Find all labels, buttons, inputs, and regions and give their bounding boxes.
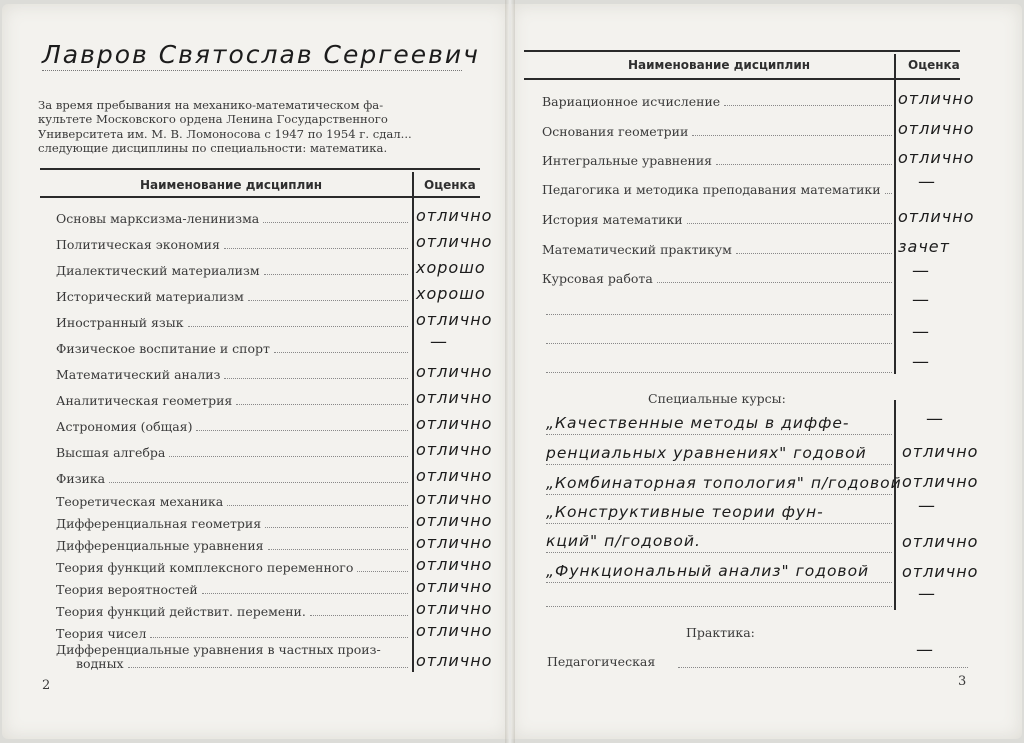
table-row (56, 626, 408, 641)
subject-label: Иностранный язык (56, 315, 184, 330)
leader-dots (357, 571, 408, 572)
course-underline (546, 552, 892, 553)
intro-text (38, 98, 478, 155)
table-row (542, 94, 892, 109)
course-underline (546, 523, 892, 524)
subject-label: Дифференциальные уравнения в частных произ- (56, 642, 381, 657)
grade-value: — (430, 332, 447, 352)
leader-dots (692, 135, 892, 136)
subject-label: Теоретическая механика (56, 494, 224, 509)
leader-dots (128, 667, 408, 668)
page-number-left: 2 (42, 678, 51, 693)
table-row (56, 211, 408, 226)
subject-label: Теория вероятностей (56, 582, 198, 597)
table-row (56, 289, 408, 304)
left-header-subject: Наименование дисциплин (140, 178, 323, 192)
left-table-header-rule (40, 196, 480, 198)
leader-dots (188, 326, 408, 327)
special-course-line: ренциальных уравнениях" годовой (546, 444, 867, 462)
table-row (542, 153, 892, 168)
left-table-divider (412, 172, 414, 672)
right-table-top-rule (524, 50, 960, 52)
table-row (56, 419, 408, 434)
grade-value: отлично (416, 466, 493, 485)
table-row (56, 604, 408, 619)
special-course-line: „Качественные методы в диффе- (546, 414, 850, 432)
table-row (56, 263, 408, 278)
intro-line-3: Университета им. М. В. Ломоносова с 1947 по 1954 г. сдал... (38, 126, 412, 141)
grade-value: — (912, 352, 929, 372)
course-underline (546, 464, 892, 465)
grade-value: — (918, 172, 935, 192)
leader-dots (224, 378, 408, 379)
subject-label: Аналитическая геометрия (56, 393, 233, 408)
table-row (542, 212, 892, 227)
grade-value: отлично (416, 310, 493, 329)
subject-label: Физическое воспитание и спорт (56, 341, 270, 356)
table-row (56, 393, 408, 408)
intro-line-2: культете Московского ордена Ленина Государственного (38, 112, 388, 127)
leader-dots (169, 456, 408, 457)
grade-value: отлично (416, 511, 493, 530)
subject-label: Дифференциальные уравнения (56, 538, 264, 553)
leader-dots (274, 352, 408, 353)
right-header-subject: Наименование дисциплин (628, 58, 811, 72)
right-table-divider-upper (894, 54, 896, 374)
course-underline (546, 606, 892, 607)
blank-row-line (546, 372, 892, 373)
table-row (56, 471, 408, 486)
subject-label: Математический анализ (56, 367, 221, 382)
leader-dots (310, 615, 408, 616)
subject-label: Педагогика и методика преподавания математики (542, 182, 881, 197)
student-name: Лавров Святослав Сергеевич (42, 40, 480, 69)
grade-value: отлично (898, 89, 975, 108)
grade-value: отлично (416, 651, 493, 670)
grade-value: — (918, 496, 935, 516)
table-row (56, 538, 408, 553)
grade-value: отлично (416, 414, 493, 433)
grade-value: отлично (416, 555, 493, 574)
grade-value: — (912, 290, 929, 310)
subject-label: Интегральные уравнения (542, 153, 713, 168)
subject-label: Физика (56, 471, 106, 486)
subject-label: Основания геометрии (542, 124, 689, 139)
intro-line-1: За время пребывания на механико-математическом фа- (38, 98, 384, 112)
leader-dots (724, 105, 892, 106)
leader-dots (224, 248, 408, 249)
leader-dots (248, 300, 408, 301)
leader-dots (263, 222, 408, 223)
left-table-top-rule (40, 168, 480, 170)
grade-value: отлично (898, 207, 975, 226)
page-fold (505, 0, 515, 743)
course-underline (546, 582, 892, 583)
table-row (56, 367, 408, 382)
grade-value: отлично (902, 442, 979, 461)
subject-label: водных (76, 656, 124, 671)
grade-value: отлично (416, 489, 493, 508)
subject-label: Основы марксизма-ленинизма (56, 211, 260, 226)
right-table-divider-lower (894, 400, 896, 610)
table-row (542, 242, 892, 257)
leader-dots (236, 404, 408, 405)
practice-title: Практика: (686, 625, 755, 640)
leader-dots (109, 482, 408, 483)
special-course-line: „Комбинаторная топология" п/годовой (546, 474, 902, 492)
grade-value: отлично (416, 577, 493, 596)
page-number-right: 3 (958, 674, 967, 689)
subject-label: Диалектический материализм (56, 263, 260, 278)
leader-dots (227, 505, 408, 506)
grade-value: хорошо (416, 284, 486, 303)
table-row (542, 271, 892, 286)
table-row (56, 516, 408, 531)
practice-underline (678, 667, 968, 668)
leader-dots (264, 274, 408, 275)
grade-value: отлично (898, 148, 975, 167)
subject-label: Астрономия (общая) (56, 419, 193, 434)
right-header-grade: Оценка (908, 58, 960, 72)
table-row (56, 341, 408, 356)
grade-value: зачет (898, 237, 950, 256)
subject-label: Математический практикум (542, 242, 732, 257)
practice-label: Педагогическая (547, 654, 656, 669)
course-underline (546, 494, 892, 495)
leader-dots (268, 549, 408, 550)
leader-dots (657, 282, 892, 283)
grade-value: хорошо (416, 258, 486, 277)
subject-label: Теория функций комплексного переменного (56, 560, 354, 575)
table-row (56, 494, 408, 509)
name-underline (42, 70, 462, 71)
subject-label: Теория чисел (56, 626, 147, 641)
intro-line-4: следующие дисциплины по специальности: математика. (38, 140, 388, 155)
grade-value: отлично (416, 206, 493, 225)
leader-dots (687, 223, 892, 224)
table-row (56, 315, 408, 330)
leader-dots (736, 253, 892, 254)
subject-label: Курсовая работа (542, 271, 653, 286)
subject-label: Исторический материализм (56, 289, 244, 304)
grade-value: отлично (902, 472, 979, 491)
leader-dots (202, 593, 408, 594)
blank-row-line (546, 343, 892, 344)
grade-value: отлично (902, 562, 979, 581)
special-course-line: „Функциональный анализ" годовой (546, 562, 870, 580)
leader-dots (265, 527, 408, 528)
table-row (56, 582, 408, 597)
grade-value: — (912, 261, 929, 281)
subject-label: Политическая экономия (56, 237, 220, 252)
blank-row-line (546, 314, 892, 315)
grade-value: отлично (416, 621, 493, 640)
grade-value: отлично (902, 532, 979, 551)
grade-value: — (926, 409, 943, 429)
subject-label: Теория функций действит. перемени. (56, 604, 306, 619)
leader-dots (196, 430, 408, 431)
grade-value: — (912, 322, 929, 342)
table-row (542, 182, 892, 197)
table-row (76, 656, 408, 671)
special-course-line: кций" п/годовой. (546, 532, 701, 550)
grade-value: — (918, 584, 935, 604)
grade-value: отлично (416, 440, 493, 459)
grade-value: отлично (416, 232, 493, 251)
grade-value: отлично (416, 599, 493, 618)
leader-dots (716, 164, 892, 165)
special-courses-title: Специальные курсы: (648, 391, 786, 406)
subject-label: Дифференциальная геометрия (56, 516, 262, 531)
grade-value: отлично (416, 533, 493, 552)
grade-value: отлично (898, 119, 975, 138)
leader-dots (150, 637, 408, 638)
table-row (56, 237, 408, 252)
subject-label: История математики (542, 212, 683, 227)
course-underline (546, 434, 892, 435)
special-course-line: „Конструктивные теории фун- (546, 503, 824, 521)
leader-dots (885, 193, 892, 194)
table-row (56, 560, 408, 575)
subject-label: Высшая алгебра (56, 445, 166, 460)
subject-label: Вариационное исчисление (542, 94, 721, 109)
table-row (56, 445, 408, 460)
grade-value: отлично (416, 362, 493, 381)
table-row (542, 124, 892, 139)
left-header-grade: Оценка (424, 178, 476, 192)
grade-value: отлично (416, 388, 493, 407)
grade-value: — (916, 640, 933, 660)
